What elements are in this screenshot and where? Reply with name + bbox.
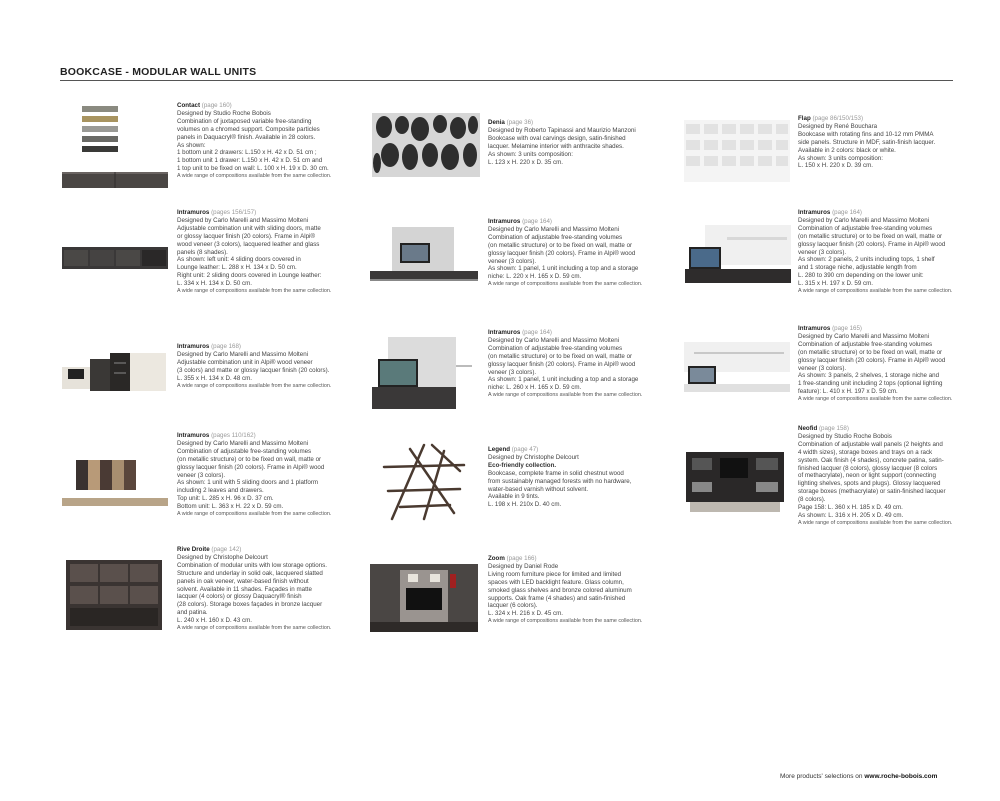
desc-line: Designed by Carlo Marelli and Massimo Molteni [798, 332, 930, 340]
desc-line: niche: L. 220 x H. 165 x D. 59 cm. [488, 273, 582, 281]
desc-line: Page 158: L. 360 x H. 185 x D. 49 cm. [798, 504, 903, 512]
desc-line: Designed by Christophe Delcourt [488, 453, 579, 461]
desc-line: As shown: 2 panels, 2 units including tops, 1 shelf [798, 256, 935, 264]
desc-line: Designed by Carlo Marelli and Massimo Molteni [488, 225, 620, 233]
entry-intramuros-164a [488, 218, 642, 289]
page-ref: (page 158) [818, 425, 849, 432]
page-ref: (page 168) [211, 343, 241, 350]
page-ref: (page 166) [506, 555, 537, 562]
product-name: Intramuros [177, 209, 210, 216]
desc-line: (on metallic structure) or to be fixed on wall, matte or [798, 348, 943, 356]
desc-line: L. 324 x H. 216 x D. 45 cm. [488, 610, 563, 618]
desc-line: Adjustable combination unit in Alpi® wood veneer [177, 358, 313, 366]
desc-line: smoked glass shelves and bronze colored aluminum [488, 586, 632, 594]
desc-line: glossy lacquer finish (20 colors). Frame in Alpi® wood [488, 249, 636, 257]
desc-line: lighting shelves, spots and plugs). Glossy lacquered [798, 480, 941, 488]
contact-image [62, 104, 168, 190]
desc-line: As shown: 1 panel, 1 unit including a top and a storage [488, 265, 639, 273]
desc-line: L. 334 x H. 134 x D. 50 cm. [177, 280, 252, 288]
desc-line: niche: L. 260 x H. 165 x D. 59 cm. [488, 384, 582, 392]
legend-image [380, 441, 468, 521]
intramuros-168-image [62, 353, 168, 395]
desc-line: side panels. Structure in MDF, satin-finish lacquer. [798, 138, 936, 146]
footer [780, 773, 937, 780]
desc-line: As shown: [177, 141, 206, 149]
desc-line: Combination of adjustable free-standing volumes [798, 224, 933, 232]
entry-contact [177, 102, 331, 181]
page-ref: (page 160) [201, 102, 232, 109]
desc-line: As shown: L. 316 x H. 205 x D. 49 cm. [798, 511, 904, 519]
page-ref: (page 164) [522, 218, 552, 225]
desc-line: and patina. [177, 609, 208, 617]
eco-label: Eco-friendly collection. [488, 461, 557, 469]
desc-line: 1 bottom unit 1 drawer: L.150 x H. 42 x D. 51 cm and [177, 157, 323, 165]
page-ref: (page 164) [832, 209, 862, 216]
desc-line: Combination of modular units with low storage options. [177, 561, 327, 569]
entry-legend [488, 446, 631, 509]
desc-line: or glossy lacquer finish (20 colors). Frame in Alpi® [177, 232, 315, 240]
product-name: Intramuros [798, 209, 831, 216]
entry-rive-droite [177, 546, 331, 633]
desc-line: veneer (3 colors). [177, 471, 226, 479]
intramuros-164a-image [370, 227, 478, 287]
entry-intramuros-164c [488, 329, 642, 400]
website-link[interactable]: www.roche-bobois.com [864, 773, 938, 780]
desc-line: L. 198 x H. 210x D. 40 cm. [488, 501, 562, 509]
desc-line: Designed by Carlo Marelli and Massimo Molteni [488, 336, 620, 344]
desc-line: 1 top unit to be fixed on wall: L. 100 x H. 19 x D. 30 cm. [177, 165, 329, 173]
intramuros-156-image [62, 247, 168, 271]
desc-line: water-based varnish without solvent. [488, 485, 589, 493]
desc-line: lacquer. Melamine interior with anthracite shades. [488, 142, 624, 150]
desc-line: panels (8 shades). [177, 248, 228, 256]
desc-line: Designed by Carlo Marelli and Massimo Molteni [798, 216, 930, 224]
footer-prefix: More products' selections on [780, 773, 865, 780]
desc-line: 4 width sizes), storage boxes and trays on a rack [798, 448, 933, 456]
desc-line: (on metallic structure) or to be fixed on wall, matte or [488, 352, 633, 360]
desc-line: Designed by Christophe Delcourt [177, 553, 268, 561]
desc-line: (on metallic structure) or to be fixed on wall, matte or [177, 455, 322, 463]
desc-line: As shown: 3 panels, 2 shelves, 1 storage niche and [798, 372, 940, 380]
page-ref: (page 47) [511, 446, 539, 453]
desc-line: volumes on a chromed support. Composite particles [177, 125, 320, 133]
entry-intramuros-168 [177, 343, 331, 390]
page-ref: (page 164) [522, 329, 552, 336]
desc-line: Combination of adjustable free-standing volumes [798, 340, 933, 348]
product-name: Zoom [488, 555, 505, 562]
product-name: Contact [177, 102, 201, 109]
desc-line: feature): L. 410 x H. 197 x D. 59 cm. [798, 388, 898, 396]
page-ref: (pages 156/157) [211, 209, 257, 216]
entry-intramuros-165 [798, 325, 952, 404]
product-name: Intramuros [177, 343, 210, 350]
title-rule [60, 80, 953, 81]
desc-line: Bottom unit: L. 363 x H. 22 x D. 59 cm. [177, 503, 284, 511]
entry-intramuros-156 [177, 209, 331, 296]
desc-line: As shown: 3 units composition: [488, 150, 573, 158]
collection-note: A wide range of compositions available from the same collection. [177, 625, 332, 632]
desc-line: As shown: left unit: 4 sliding doors covered in [177, 256, 301, 264]
neofid-image [686, 452, 784, 514]
desc-line: panels in Daquacryl® finish. Available in 28 colors. [177, 133, 316, 141]
product-name: Intramuros [798, 325, 831, 332]
rive-droite-image [66, 560, 162, 630]
desc-line: wood veneer (3 colors), lacquered leather and glass [177, 240, 320, 248]
page-ref: (page 86/150/153) [812, 115, 864, 122]
collection-note: A wide range of compositions available from the same collection. [177, 288, 332, 295]
desc-line: panels in oak veneer, water-based finish without [177, 577, 309, 585]
desc-line: Designed by Daniel Rode [488, 562, 559, 570]
collection-note: A wide range of compositions available from the same collection. [177, 382, 332, 389]
desc-line: veneer (3 colors). [798, 364, 847, 372]
product-name: Intramuros [488, 329, 521, 336]
desc-line: finished lacquer (8 colors), glossy lacquer (8 colors [798, 464, 938, 472]
desc-line: Designed by Carlo Marelli and Massimo Molteni [177, 439, 309, 447]
desc-line: Designed by Roberto Tapinassi and Maurizio Manzoni [488, 126, 636, 134]
collection-note: A wide range of compositions available from the same collection. [798, 396, 953, 403]
product-name: Rive Droite [177, 546, 210, 553]
collection-note: A wide range of compositions available from the same collection. [177, 173, 332, 180]
product-name: Intramuros [488, 218, 521, 225]
desc-line: Structure and underlay in solid oak, lacquered slatted [177, 569, 323, 577]
product-name: Neofid [798, 425, 818, 432]
desc-line: Right unit: 2 sliding doors covered in Lounge leather: [177, 272, 322, 280]
intramuros-164c-image [370, 337, 478, 413]
desc-line: Top unit: L. 285 x H. 96 x D. 37 cm. [177, 495, 274, 503]
desc-line: L. 240 x H. 160 x D. 43 cm. [177, 617, 252, 625]
desc-line: including 2 leaves and drawers. [177, 487, 264, 495]
desc-line: of methacrylate), neon or light support (connecting [798, 472, 936, 480]
desc-line: Designed by Carlo Marelli and Massimo Molteni [177, 350, 309, 358]
collection-note: A wide range of compositions available from the same collection. [798, 288, 953, 295]
page-ref: (page 165) [832, 325, 862, 332]
desc-line: glossy lacquer finish (20 colors). Frame in Alpi® wood [488, 360, 636, 368]
desc-line: 1 bottom unit 2 drawers: L.150 x H. 42 x D. 51 cm ; [177, 149, 317, 157]
desc-line: (on metallic structure) or to be fixed on wall, matte or [798, 232, 943, 240]
desc-line: Adjustable combination unit with sliding doors, matte [177, 224, 321, 232]
product-name: Flap [798, 115, 811, 122]
section-title: BOOKCASE - MODULAR WALL UNITS [60, 66, 257, 78]
desc-line: Available in 9 tints. [488, 493, 540, 501]
entry-intramuros-164b [798, 209, 952, 296]
collection-note: A wide range of compositions available from the same collection. [798, 519, 953, 526]
desc-line: solvent. Available in 11 shades. Façades in matte [177, 585, 312, 593]
desc-line: system. Oak finish (4 shades), concrete patina, satin- [798, 456, 944, 464]
desc-line: Designed by Studio Roche Bobois [177, 109, 271, 117]
intramuros-164b-image [685, 225, 793, 287]
desc-line: (28 colors). Storage boxes façades in bronze lacquer [177, 601, 323, 609]
desc-line: Combination of adjustable free-standing volumes [488, 233, 623, 241]
desc-line: Bookcase, complete frame in solid chestnut wood [488, 469, 624, 477]
desc-line: lacquer (6 colors). [488, 602, 538, 610]
desc-line: 1 free-standing unit including 2 tops (optional lighting [798, 380, 943, 388]
entry-intramuros-110 [177, 432, 331, 519]
collection-note: A wide range of compositions available from the same collection. [177, 511, 332, 518]
product-name: Denia [488, 119, 505, 126]
desc-line: Bookcase with rotating fins and 10-12 mm PMMA [798, 130, 934, 138]
desc-line: veneer (3 colors). [488, 368, 537, 376]
page-ref: (pages 110/162) [211, 432, 256, 439]
desc-line: L. 355 x H. 134 x D. 48 cm. [177, 374, 252, 382]
desc-line: Combination of juxtaposed variable free-standing [177, 117, 312, 125]
flap-image [684, 120, 790, 182]
page-ref: (page 36) [506, 119, 534, 126]
desc-line: Designed by René Bouchara [798, 122, 878, 130]
desc-line: lacquer (4 colors) or glossy Daquacryl® finish [177, 593, 302, 601]
product-name: Intramuros [177, 432, 210, 439]
entry-neofid [798, 425, 952, 528]
desc-line: L. 123 x H. 220 x D. 35 cm. [488, 158, 563, 166]
desc-line: spaces with LED backlight feature. Glass column, [488, 578, 624, 586]
desc-line: veneer (3 colors). [488, 257, 537, 265]
page-ref: (page 142) [211, 546, 242, 553]
entry-flap [798, 115, 935, 170]
desc-line: Combination of adjustable free-standing volumes [488, 344, 623, 352]
desc-line: As shown: 3 units composition: [798, 154, 883, 162]
product-name: Legend [488, 446, 511, 453]
desc-line: Available in 2 colors: black or white. [798, 146, 896, 154]
desc-line: from sustainably managed forests with no hardware, [488, 477, 632, 485]
desc-line: glossy lacquer finish (20 colors). Frame in Alpi® wood [177, 463, 325, 471]
desc-line: Lounge leather: L. 288 x H. 134 x D. 50 cm. [177, 264, 297, 272]
desc-line: glossy lacquer finish (20 colors). Frame in Alpi® wood [798, 356, 946, 364]
entry-zoom [488, 555, 642, 626]
desc-line: As shown: 1 panel, 1 unit including a top and a storage [488, 376, 639, 384]
intramuros-165-image [684, 340, 792, 394]
desc-line: and 1 storage niche, adjustable length from [798, 264, 917, 272]
desc-line: Designed by Studio Roche Bobois [798, 432, 892, 440]
intramuros-110-image [62, 458, 168, 508]
desc-line: Living room furniture piece for limited and limited [488, 570, 622, 578]
desc-line: Combination of adjustable wall panels (2 heights and [798, 440, 943, 448]
collection-note: A wide range of compositions available from the same collection. [488, 392, 643, 399]
desc-line: Bookcase with oval carvings design, satin-finished [488, 134, 626, 142]
desc-line: As shown: 1 unit with 5 sliding doors and 1 platform [177, 479, 319, 487]
desc-line: (8 colors). [798, 496, 826, 504]
desc-line: (on metallic structure) or to be fixed on wall, matte or [488, 241, 633, 249]
entry-denia [488, 119, 636, 166]
collection-note: A wide range of compositions available from the same collection. [488, 618, 643, 625]
desc-line: L. 315 x H. 197 x D. 59 cm. [798, 280, 873, 288]
desc-line: (3 colors) and matte or glossy lacquer finish (20 colors). [177, 366, 330, 374]
zoom-image [370, 564, 478, 632]
desc-line: glossy lacquer finish (20 colors). Frame in Alpi® wood [798, 240, 946, 248]
denia-image [372, 113, 480, 177]
collection-note: A wide range of compositions available from the same collection. [488, 281, 643, 288]
desc-line: Combination of adjustable free-standing volumes [177, 447, 312, 455]
desc-line: veneer (3 colors). [798, 248, 847, 256]
desc-line: storage boxes (methacrylate) or satin-finished lacquer [798, 488, 946, 496]
desc-line: supports. Oak frame (4 shades) and satin-finished [488, 594, 626, 602]
desc-line: L. 280 to 390 cm depending on the lower unit: [798, 272, 924, 280]
desc-line: L. 150 x H. 220 x D. 39 cm. [798, 162, 873, 170]
desc-line: Designed by Carlo Marelli and Massimo Molteni [177, 216, 309, 224]
